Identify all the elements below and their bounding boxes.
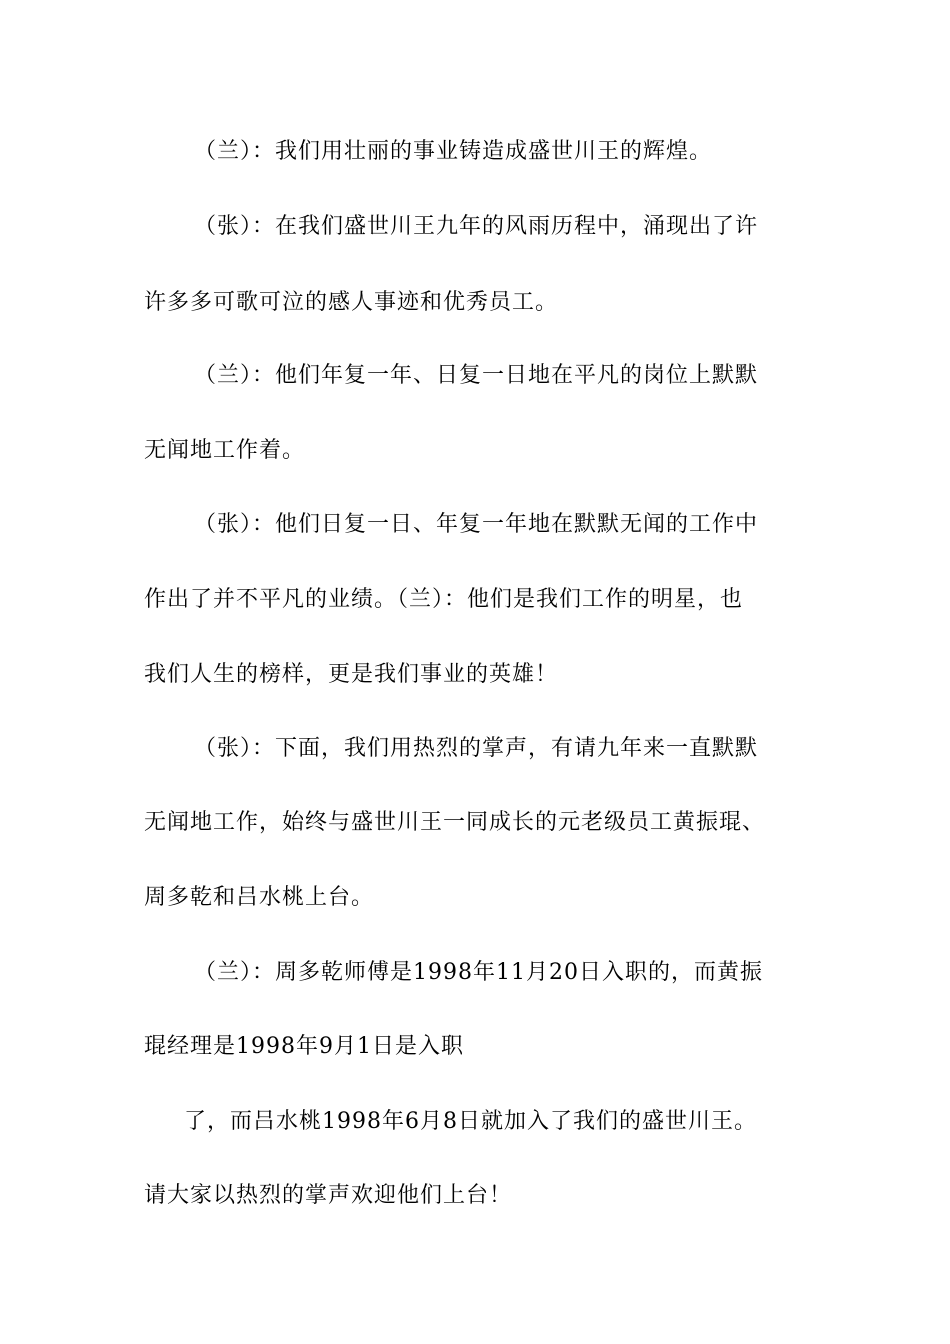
text-line-6: （张）：他们日复一日、年复一年地在默默无闻的工作中 <box>194 512 759 537</box>
text-line-5: 无闻地工作着。 <box>144 438 306 463</box>
text-line-11: 周多乾和吕水桃上台。 <box>144 885 375 910</box>
text-line-15: 请大家以热烈的掌声欢迎他们上台！ <box>144 1183 513 1208</box>
text-line-12: （兰）：周多乾师傅是1998年11月20日入职的，而黄振 <box>194 960 763 985</box>
text-line-14: 了，而吕水桃1998年6月8日就加入了我们的盛世川王。 <box>184 1109 757 1134</box>
text-line-7: 作出了并不平凡的业绩。（兰）：他们是我们工作的明星，也 <box>144 587 744 612</box>
text-line-4: （兰）：他们年复一年、日复一日地在平凡的岗位上默默 <box>194 363 759 388</box>
text-line-10: 无闻地工作，始终与盛世川王一同成长的元老级员工黄振琨、 <box>144 810 766 835</box>
text-line-13: 琨经理是1998年9月1日是入职 <box>144 1034 464 1059</box>
text-line-2: （张）：在我们盛世川王九年的风雨历程中，涌现出了许 <box>194 214 759 239</box>
text-line-9: （张）：下面，我们用热烈的掌声，有请九年来一直默默 <box>194 736 759 761</box>
text-line-3: 许多多可歌可泣的感人事迹和优秀员工。 <box>144 290 559 315</box>
text-line-1: （兰）：我们用壮丽的事业铸造成盛世川王的辉煌。 <box>194 139 713 164</box>
text-line-8: 我们人生的榜样，更是我们事业的英雄！ <box>144 662 559 687</box>
